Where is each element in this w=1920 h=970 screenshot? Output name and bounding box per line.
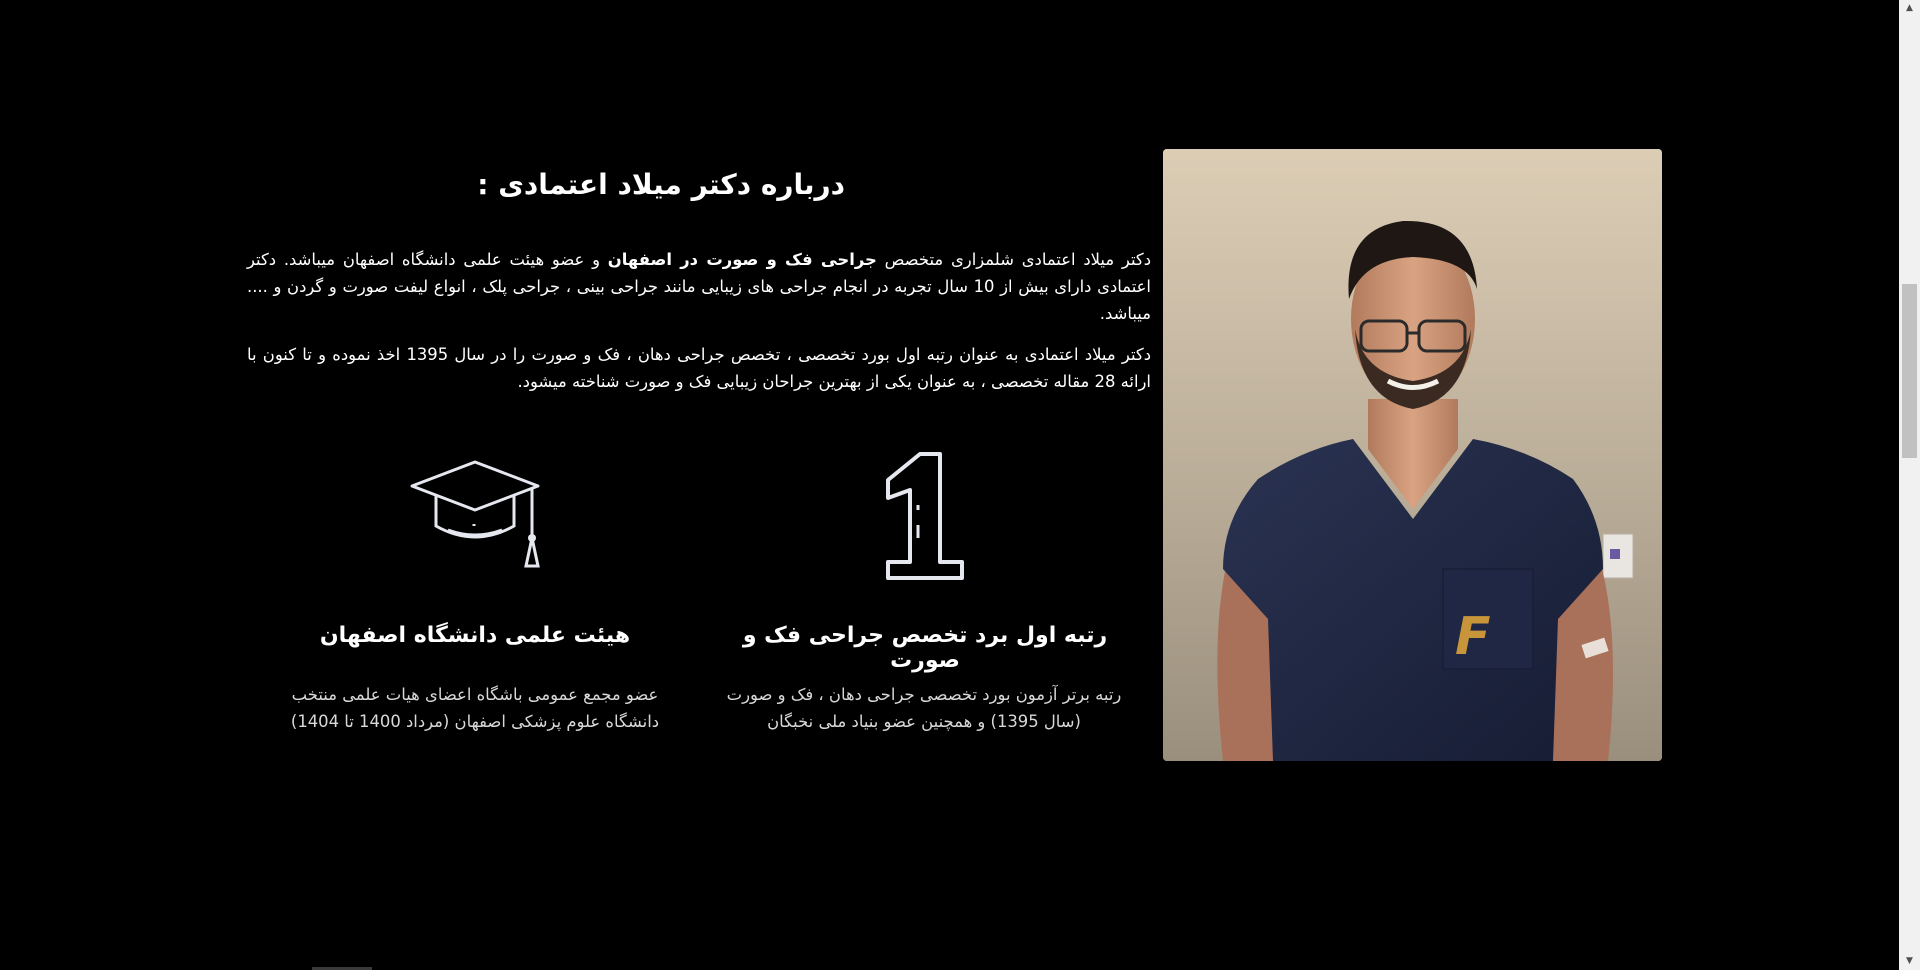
about-paragraph-2: دکتر میلاد اعتمادی به عنوان رتبه اول بورد تخصصی ، تخصص جراحی دهان ، فک و صورت را در سال 1395 اخذ نموده و تا کنون با ارائه 28 مقاله تخصصی ، به عنوان یکی از بهترین جراحان زیبایی فک و صورت شناخته میشود. xyxy=(247,345,1151,391)
about-title: درباره دکتر میلاد اعتمادی : xyxy=(477,168,845,201)
feature-title-first-rank: رتبه اول برد تخصص جراحی فک و صورت xyxy=(742,623,1108,673)
scroll-up-arrow-icon[interactable]: ▲ xyxy=(1906,3,1913,13)
about-paragraph-1 xyxy=(247,246,1151,327)
doctor-portrait-illustration xyxy=(1163,149,1662,761)
feature-desc-faculty-line-1: عضو مجمع عمومی باشگاه اعضای هیات علمی منتخب xyxy=(291,685,659,704)
feature-desc-first-rank-line-1: رتبه برتر آزمون بورد تخصصی جراحی دهان ، فک و صورت xyxy=(726,685,1122,704)
about-p1-bold: جراحی فک و صورت در اصفهان xyxy=(607,250,877,269)
scroll-down-arrow-icon[interactable]: ▼ xyxy=(1906,956,1913,966)
number-one-icon xyxy=(880,450,970,582)
doctor-photo xyxy=(1163,149,1662,761)
feature-desc-faculty-line-2: دانشگاه علوم پزشکی اصفهان (مرداد 1400 تا 1404) xyxy=(290,712,660,731)
feature-desc-first-rank-line-2: (سال 1395) و همچنین عضو بنیاد ملی نخبگان xyxy=(767,712,1081,731)
graduation-cap-icon xyxy=(408,456,543,576)
vertical-scrollbar[interactable] xyxy=(1899,0,1920,970)
feature-title-faculty: هیئت علمی دانشگاه اصفهان xyxy=(319,623,631,648)
feature-desc-first-rank xyxy=(712,681,1136,735)
about-p1-before: دکتر میلاد اعتمادی شلمزاری متخصص xyxy=(876,250,1151,269)
feature-desc-faculty xyxy=(270,681,680,735)
svg-text:F: F xyxy=(1455,607,1491,667)
about-p1-after: و عضو هیئت علمی دانشگاه اصفهان میباشد. دکتر اعتمادی دارای بیش از 10 سال تجربه در انجام جراحی های زیبایی مانند جراحی بینی ، جراحی پلک ، انواع لیفت صورت و گردن و .... میباشد. xyxy=(247,250,1151,323)
scrollbar-thumb[interactable] xyxy=(1902,284,1917,458)
